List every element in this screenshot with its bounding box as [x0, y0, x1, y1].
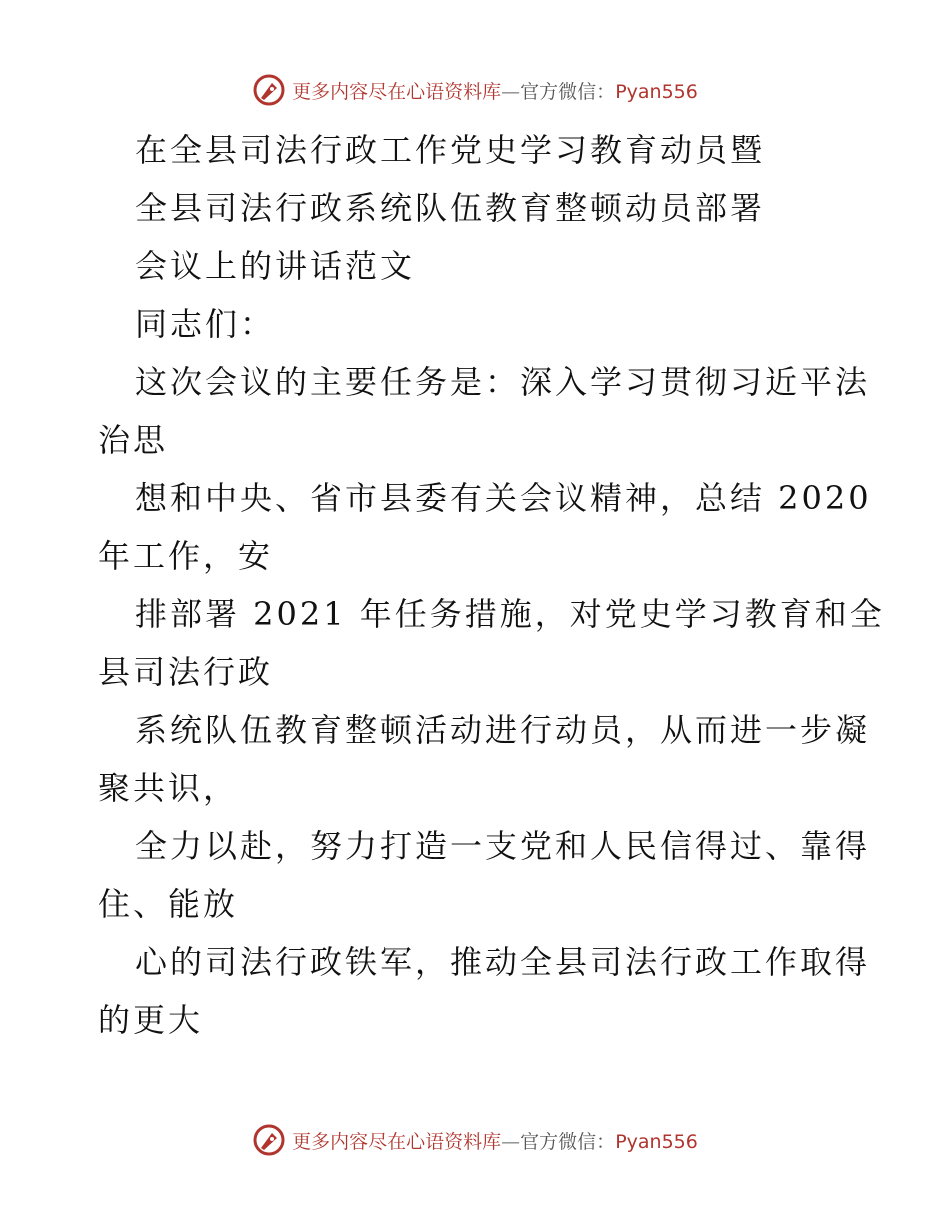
header-brand-text: 更多内容尽在心语资料库 — [292, 80, 502, 103]
header-account: Pyan556 — [615, 80, 698, 103]
body-line: 县司法行政 — [98, 653, 274, 691]
footer-separator: — — [501, 1130, 521, 1153]
body-line: 心的司法行政铁军，推动全县司法行政工作取得 — [135, 943, 871, 981]
title-line-2: 全县司法行政系统队伍教育整顿动员部署 — [135, 189, 766, 227]
title-line-3: 会议上的讲话范文 — [135, 247, 416, 285]
body-line: 排部署 2021 年任务措施，对党史学习教育和全 — [135, 595, 885, 633]
footer-wechat-label: 官方微信： — [520, 1130, 616, 1153]
footer-brand-text: 更多内容尽在心语资料库 — [292, 1130, 502, 1153]
footer-account: Pyan556 — [615, 1130, 698, 1153]
body-line: 治思 — [98, 421, 169, 459]
salutation: 同志们： — [135, 305, 276, 343]
body-line: 想和中央、省市县委有关会议精神，总结 2020 — [135, 479, 872, 517]
body-line: 聚共识， — [98, 769, 239, 807]
body-line: 的更大 — [98, 1001, 204, 1039]
pen-nib-logo-icon — [252, 73, 286, 107]
body-line: 这次会议的主要任务是：深入学习贯彻习近平法 — [135, 363, 871, 401]
header-banner-text — [292, 77, 698, 104]
body-line: 系统队伍教育整顿活动进行动员，从而进一步凝 — [135, 711, 871, 749]
body-line: 全力以赴，努力打造一支党和人民信得过、靠得 — [135, 827, 871, 865]
footer-banner — [0, 1120, 950, 1160]
header-banner — [0, 70, 950, 110]
footer-banner-text — [292, 1127, 698, 1154]
title-line-1: 在全县司法行政工作党史学习教育动员暨 — [135, 131, 766, 169]
header-wechat-label: 官方微信： — [520, 80, 616, 103]
body-line: 住、能放 — [98, 885, 239, 923]
header-separator: — — [501, 80, 521, 103]
body-line: 年工作，安 — [98, 537, 274, 575]
pen-nib-logo-icon — [252, 1123, 286, 1157]
